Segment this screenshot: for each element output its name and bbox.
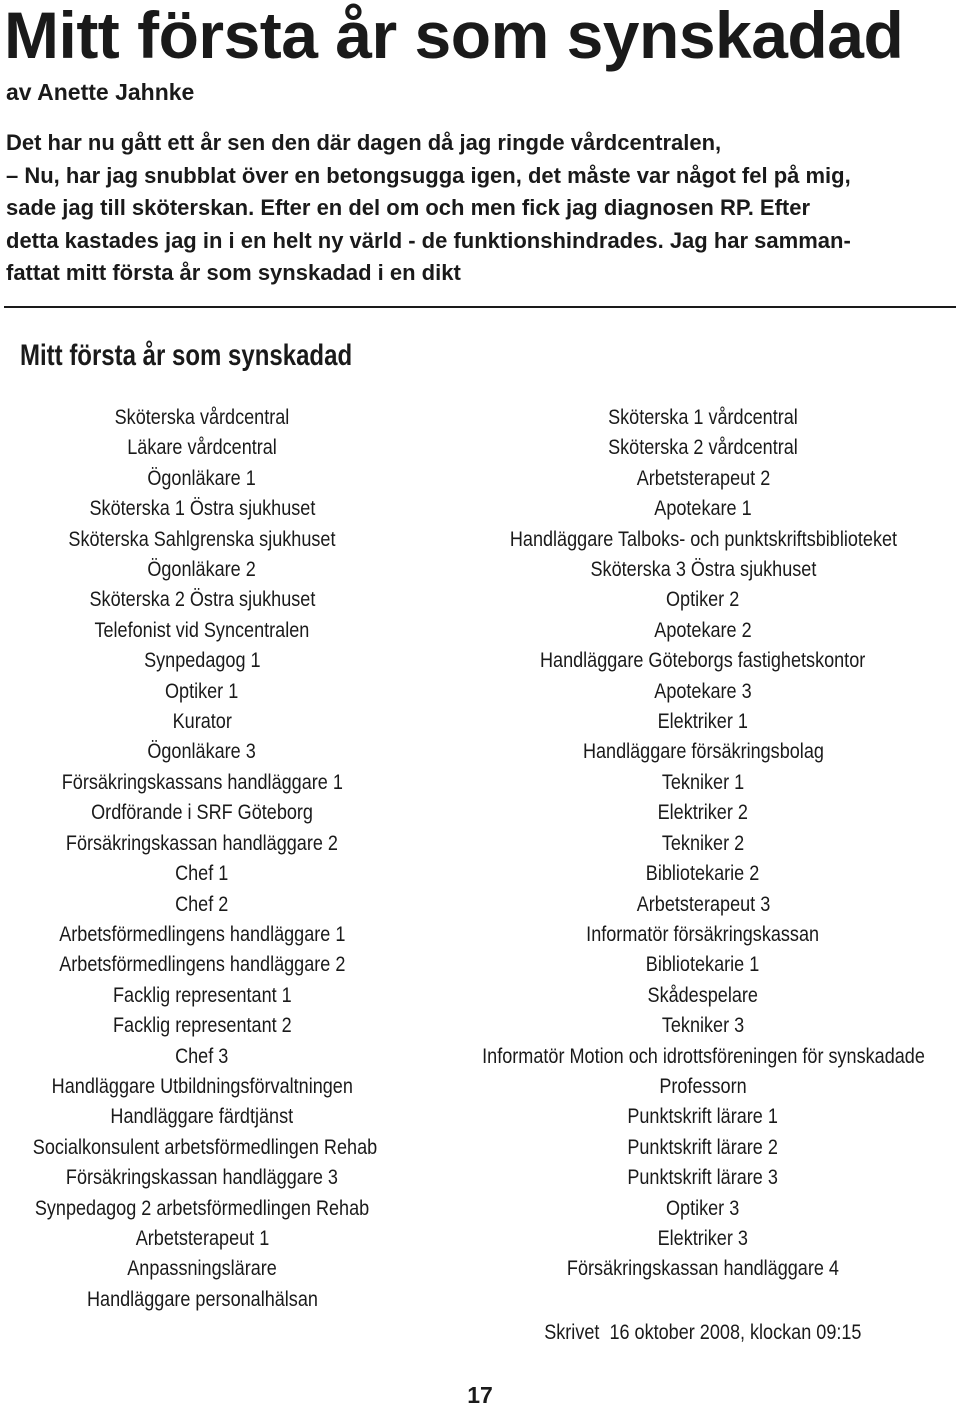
poem-line-text: Informatör Motion och idrottsföreningen för synskadade (482, 1043, 925, 1068)
poem-line (0, 767, 404, 797)
poem-line (0, 980, 404, 1010)
poem-line (0, 463, 404, 493)
poem-line-text: Sköterska 1 vårdcentral (608, 405, 798, 429)
poem-line-text: Skådespelare (647, 982, 759, 1007)
poem-line-text: Försäkringskassan handläggare 3 (65, 1165, 339, 1190)
poem-line (440, 889, 960, 919)
poem-line (440, 1162, 960, 1192)
poem-line (440, 1041, 960, 1071)
poem-line (440, 919, 960, 949)
poem-line-text: Punktskrift lärare 3 (627, 1165, 779, 1190)
poem-line-text: Handläggare personalhälsan (86, 1286, 318, 1311)
poem-line-text: Apotekare 2 (654, 617, 752, 642)
poem-line-text: Facklig representant 2 (112, 1013, 292, 1038)
poem-left-column (0, 402, 404, 1314)
page-number: 17 (467, 1382, 493, 1408)
poem-line-text: Optiker 1 (165, 678, 239, 703)
poem-line (440, 1193, 960, 1223)
poem-line-text: Bibliotekarie 2 (646, 861, 760, 886)
poem-line (440, 1101, 960, 1131)
poem-line-text: Tekniker 1 (661, 769, 745, 794)
poem-line-text: Telefonist vid Syncentralen (94, 617, 310, 642)
poem-line-text: Synpedagog 1 (143, 648, 261, 673)
poem-line (440, 828, 960, 858)
poem-line (0, 919, 404, 949)
poem-line-text: Professorn (659, 1073, 747, 1098)
intro-line: – Nu, har jag snubblat över en betongsugga igen, det måste var något fel på mig, (6, 162, 851, 188)
poem-line (0, 828, 404, 858)
poem-line (440, 402, 960, 432)
poem-line-text: Försäkringskassan handläggare 2 (65, 830, 339, 855)
poem-line-text: Synpedagog 2 arbetsförmedlingen Rehab (34, 1195, 370, 1220)
poem-line (440, 493, 960, 523)
poem-line (440, 767, 960, 797)
poem-line-text: Sköterska 3 Östra sjukhuset (590, 557, 816, 582)
poem-line (440, 615, 960, 645)
author-byline: av Anette Jahnke (6, 79, 195, 105)
poem-line-text: Socialkonsulent arbetsförmedlingen Rehab (32, 1134, 378, 1159)
poem-line-text: Handläggare färdtjänst (110, 1104, 294, 1129)
poem-line (0, 676, 404, 706)
poem-line-text: Elektriker 1 (657, 709, 749, 734)
poem-line-text: Chef 3 (175, 1043, 229, 1068)
poem-line (440, 949, 960, 979)
poem-line-text: Arbetsförmedlingens handläggare 1 (58, 921, 346, 946)
poem-line (0, 402, 404, 432)
poem-line (440, 736, 960, 766)
poem-line-text: Punktskrift lärare 1 (627, 1104, 779, 1129)
poem-line (0, 1223, 404, 1253)
poem-line (440, 706, 960, 736)
poem-line (440, 1132, 960, 1162)
poem-line-text: Sköterska 1 Östra sjukhuset (89, 496, 315, 521)
poem-line (440, 797, 960, 827)
intro-line: fattat mitt första år som synskadad i en dikt (6, 260, 461, 286)
poem-line-text: Tekniker 2 (661, 830, 745, 855)
poem-line (440, 554, 960, 584)
poem-line (0, 1101, 404, 1131)
poem-line-text: Handläggare Talboks- och punktskriftsbiblioteket (509, 526, 897, 551)
poem-line (0, 432, 404, 462)
poem-line-text: Handläggare Utbildningsförvaltningen (51, 1073, 353, 1098)
poem-line-text: Kurator (172, 709, 232, 734)
poem-line (440, 645, 960, 675)
poem-title: Mitt första år som synskadad (20, 339, 353, 372)
poem-line (440, 1010, 960, 1040)
poem-right-column (440, 402, 960, 1284)
poem-line (440, 1071, 960, 1101)
poem-line-text: Ögonläkare 1 (147, 465, 257, 490)
poem-line (0, 1162, 404, 1192)
poem-line (0, 797, 404, 827)
poem-line-text: Sköterska 2 Östra sjukhuset (89, 587, 315, 612)
poem-line (0, 1041, 404, 1071)
poem-line-text: Elektriker 3 (657, 1225, 749, 1250)
poem-line (0, 554, 404, 584)
section-divider (4, 306, 956, 308)
poem-line (440, 858, 960, 888)
poem-line-text: Sköterska vårdcentral (114, 405, 290, 429)
poem-line-text: Anpassningslärare (127, 1256, 277, 1281)
intro-paragraph (6, 127, 960, 290)
intro-line: detta kastades jag in i en helt ny värld - de funktionshindrades. Jag har samman- (6, 227, 851, 253)
poem-line (0, 1253, 404, 1283)
poem-line (440, 463, 960, 493)
poem-line-text: Optiker 2 (666, 587, 740, 612)
poem-line-text: Läkare vårdcentral (127, 435, 277, 460)
poem-line-text: Bibliotekarie 1 (646, 952, 760, 977)
poem-line-text: Försäkringskassans handläggare 1 (61, 769, 343, 794)
poem-signature (440, 1317, 960, 1347)
poem-line (440, 1253, 960, 1283)
poem-line (440, 676, 960, 706)
poem-line-text: Apotekare 1 (654, 496, 752, 521)
poem-line (0, 615, 404, 645)
poem-line-text: Chef 1 (175, 861, 229, 886)
poem-line (0, 858, 404, 888)
poem-line-text: Tekniker 3 (661, 1013, 745, 1038)
article-title: Mitt första år som synskadad (4, 0, 904, 72)
poem-line (0, 949, 404, 979)
poem-line-text: Apotekare 3 (654, 678, 752, 703)
poem-line (0, 1071, 404, 1101)
poem-line (0, 645, 404, 675)
poem-line-text: Optiker 3 (666, 1195, 740, 1220)
poem-line-text: Elektriker 2 (657, 800, 749, 825)
poem-line-text: Ögonläkare 2 (147, 557, 257, 582)
poem-line (0, 889, 404, 919)
poem-line (440, 1223, 960, 1253)
poem-line-text: Facklig representant 1 (112, 982, 292, 1007)
poem-line-text: Arbetsterapeut 1 (135, 1225, 269, 1250)
signature-text: Skrivet 16 oktober 2008, klockan 09:15 (544, 1320, 862, 1344)
poem-line-text: Punktskrift lärare 2 (627, 1134, 779, 1159)
poem-line-text: Informatör försäkringskassan (586, 921, 820, 946)
poem-line-text: Handläggare försäkringsbolag (582, 739, 824, 764)
intro-line: sade jag till sköterskan. Efter en del om och men fick jag diagnosen RP. Efter (6, 195, 811, 221)
poem-line (0, 493, 404, 523)
poem-line-text: Sköterska 2 vårdcentral (608, 435, 798, 460)
poem-line (440, 584, 960, 614)
poem-line-text: Arbetsterapeut 2 (636, 465, 770, 490)
poem-line (440, 432, 960, 462)
poem-line (0, 736, 404, 766)
poem-line (0, 524, 404, 554)
poem-line-text: Arbetsterapeut 3 (636, 891, 770, 916)
poem-line (0, 584, 404, 614)
poem-line-text: Försäkringskassan handläggare 4 (566, 1256, 840, 1281)
poem-line (440, 524, 960, 554)
poem-line-text: Chef 2 (175, 891, 229, 916)
poem-line (0, 1132, 404, 1162)
poem-line-text: Arbetsförmedlingens handläggare 2 (58, 952, 346, 977)
poem-line-text: Handläggare Göteborgs fastighetskontor (540, 648, 866, 673)
poem-line (0, 1193, 404, 1223)
poem-line (440, 980, 960, 1010)
poem-line (0, 1010, 404, 1040)
poem-line (0, 706, 404, 736)
poem-line-text: Ordförande i SRF Göteborg (91, 800, 313, 825)
poem-line-text: Ögonläkare 3 (147, 739, 257, 764)
poem-line (0, 1284, 404, 1314)
poem-line-text: Sköterska Sahlgrenska sjukhuset (68, 526, 336, 551)
intro-line: Det har nu gått ett år sen den där dagen då jag ringde vårdcentralen, (6, 130, 722, 155)
